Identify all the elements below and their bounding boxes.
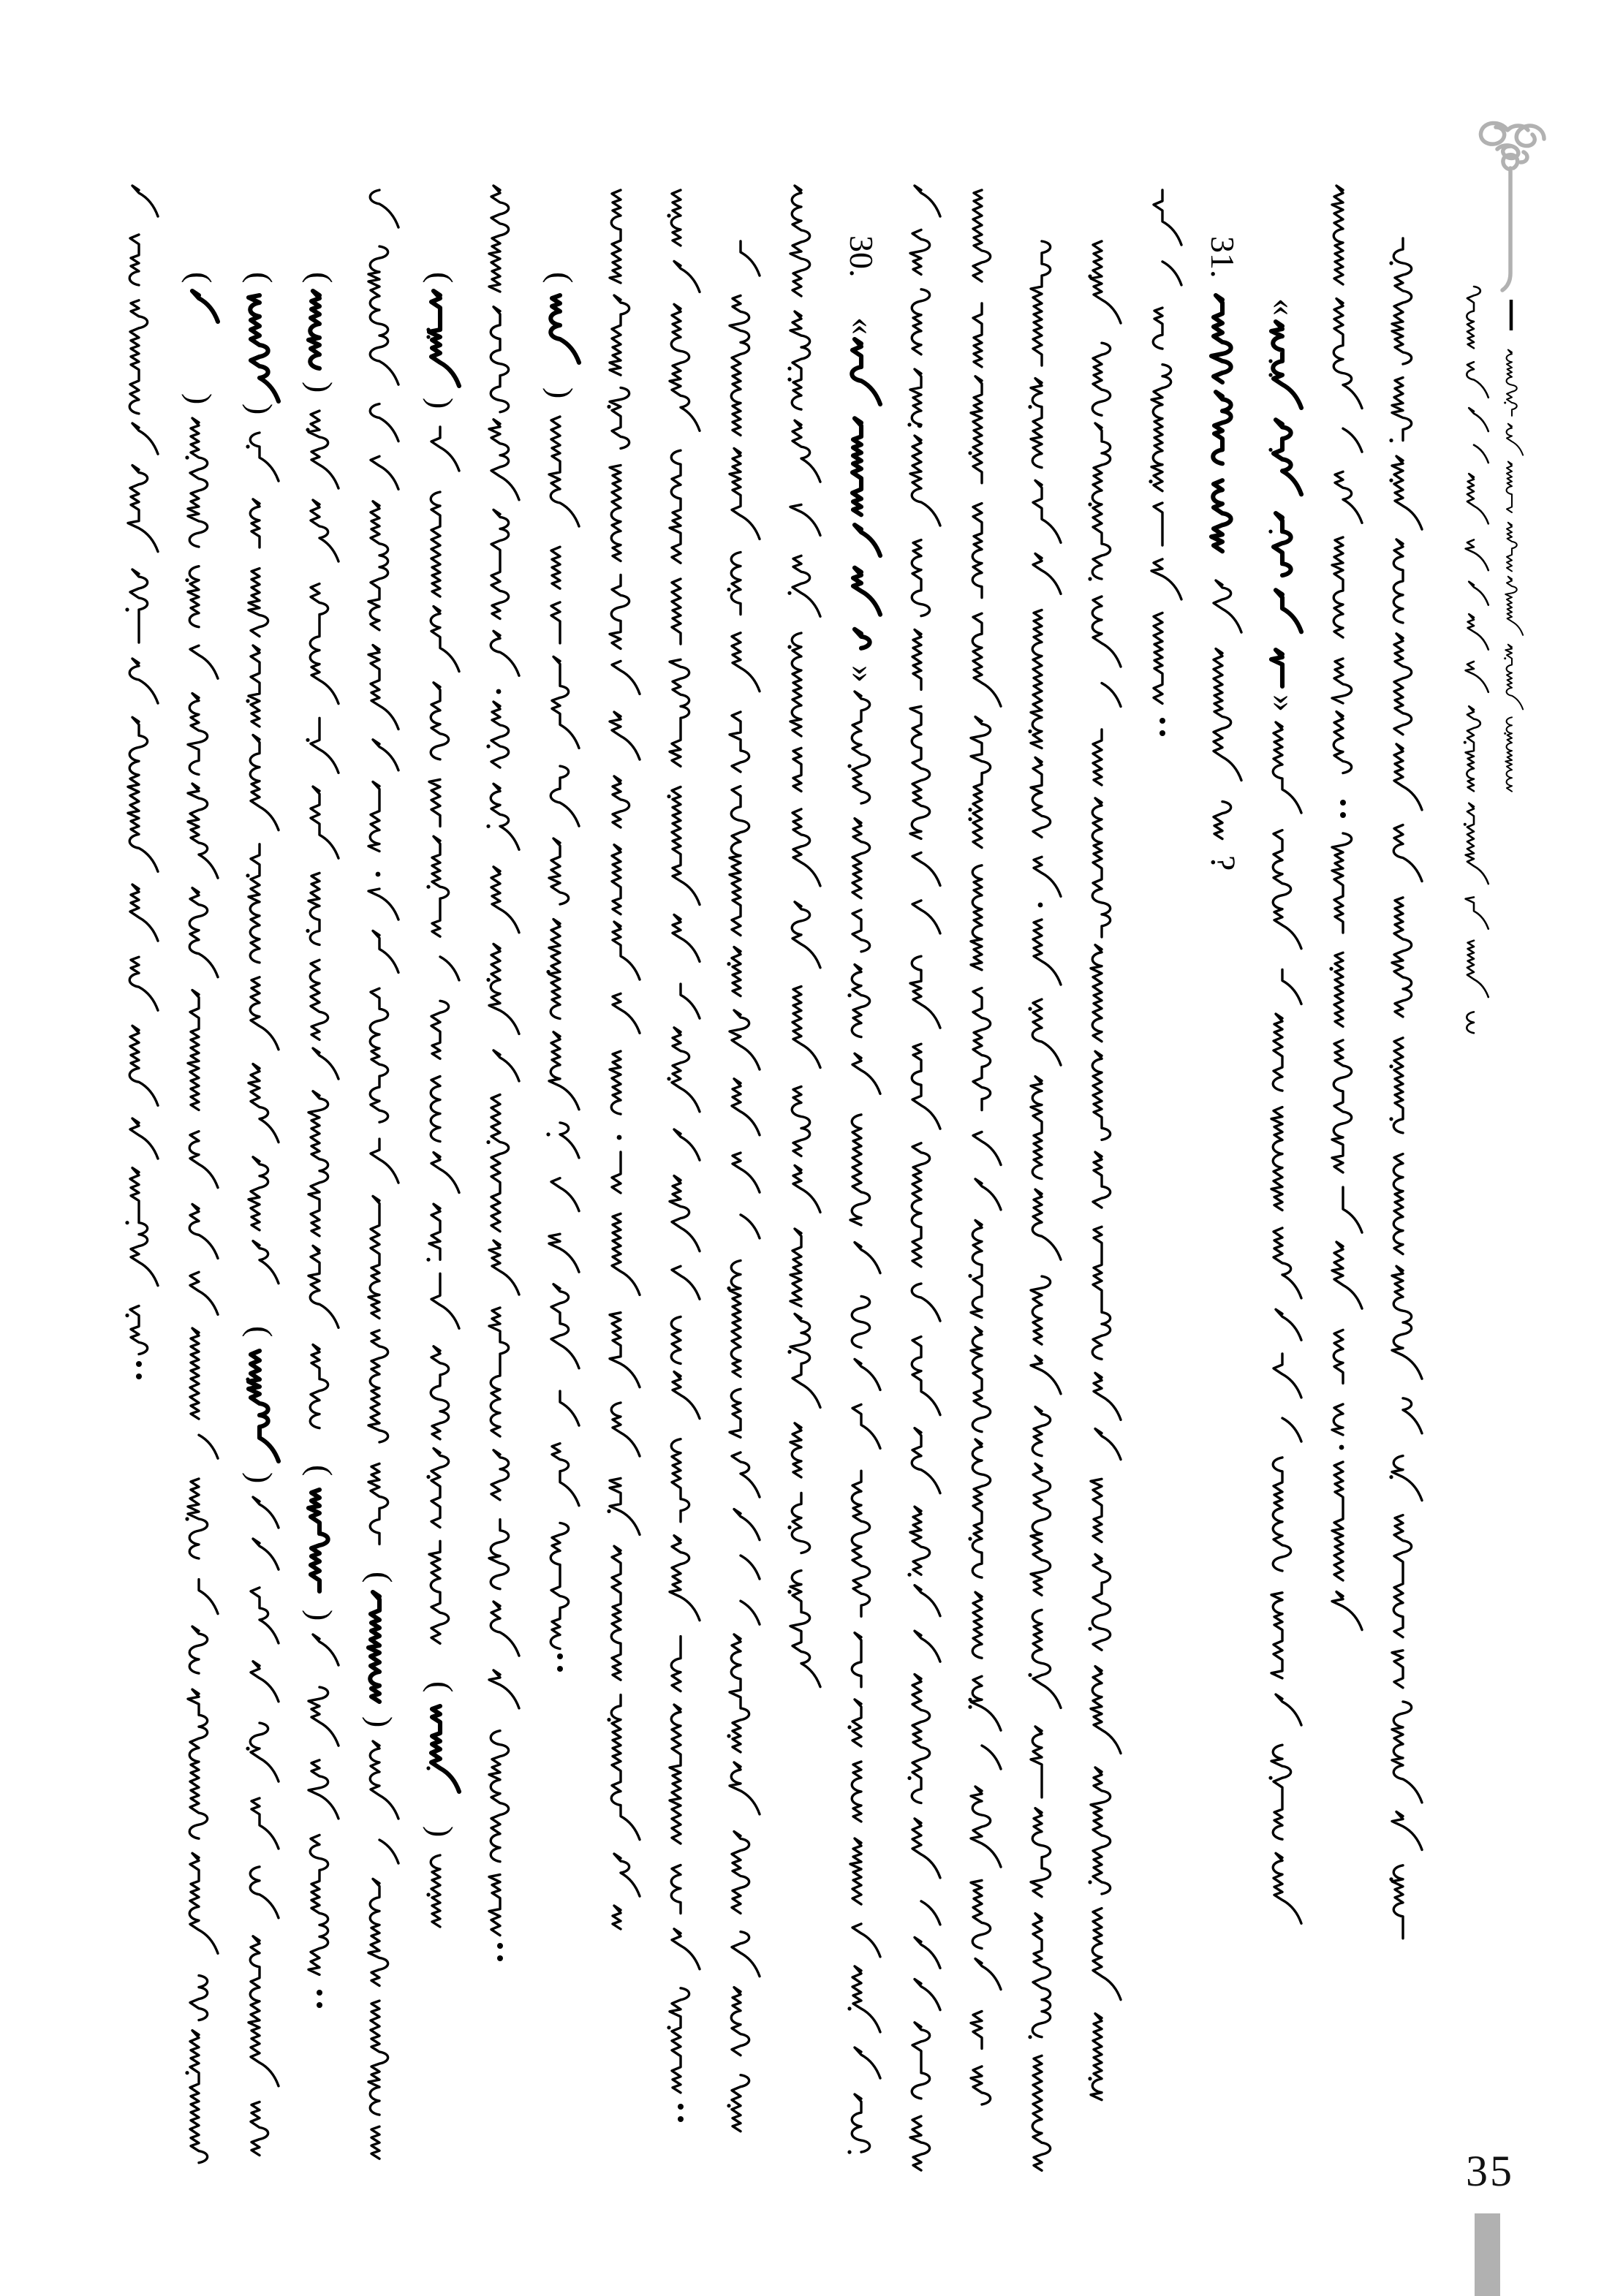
ornament-flourish-icon [1480, 123, 1544, 170]
diacritic-dot [907, 1776, 911, 1780]
paren-close-icon: ) [302, 382, 339, 393]
diacritic-dot [246, 1377, 249, 1381]
diacritic-dot [1088, 274, 1092, 278]
paren-close-icon: ) [181, 393, 219, 405]
script-text-run [670, 190, 700, 2093]
diacritic-dot [306, 428, 309, 431]
diacritic-dot [1088, 1627, 1092, 1631]
diacritic-dot [426, 885, 430, 889]
script-column [1464, 287, 1488, 1033]
diacritic-dot [125, 607, 129, 611]
script-text-run [790, 186, 820, 1687]
option-word-script [309, 1490, 328, 1591]
stop-dots [1159, 730, 1165, 736]
diacritic-dot [185, 578, 189, 582]
stop-dots [497, 1943, 503, 1949]
diacritic-dot [607, 1509, 610, 1513]
paren-open-icon: ( [242, 272, 279, 284]
script-text-run [971, 190, 1001, 2104]
question-number: 31. [1204, 236, 1241, 279]
diacritic-dot [306, 929, 309, 933]
script-text-run [429, 427, 459, 1643]
diacritic-dot [907, 1573, 911, 1577]
comma-dot [496, 689, 502, 694]
diacritic-dot [486, 978, 490, 982]
diacritic-dot [1028, 730, 1032, 733]
option-word-script [431, 1706, 459, 1792]
running-head [1480, 123, 1544, 330]
diacritic-dot [185, 455, 189, 459]
script-column [787, 186, 820, 1687]
script-column [125, 186, 158, 1379]
option-word-script [368, 1592, 379, 1702]
paren-close-icon: ) [423, 1826, 460, 1838]
paren-open-icon: ( [302, 1465, 339, 1477]
diacritic-dot [1088, 502, 1092, 506]
diacritic-dot [426, 1766, 430, 1770]
diacritic-dot [486, 1140, 490, 1144]
script-column [181, 272, 219, 2163]
diacritic-dot [246, 444, 249, 448]
diacritic-dot [1268, 530, 1272, 534]
diacritic-dot [1028, 405, 1032, 409]
option-word-script [551, 295, 579, 363]
stop-dots [136, 1361, 142, 1367]
diacritic-dot [1268, 1776, 1272, 1780]
script-text-run [188, 418, 218, 2163]
paren-close-icon: ) [362, 1716, 399, 1728]
script-text-run [1031, 920, 1061, 2170]
diacritic-dot [968, 1274, 972, 1278]
page-number-bar [1475, 2213, 1500, 2296]
diacritic-dot [1028, 1673, 1032, 1677]
diacritic-dot [1389, 479, 1393, 482]
script-text-run [1031, 241, 1061, 896]
script-column [607, 190, 640, 1929]
diacritic-dot [1389, 1064, 1393, 1068]
script-text-run [852, 339, 880, 648]
script-text-run [1091, 241, 1121, 2100]
diacritic-dot [787, 591, 791, 595]
script-text-run [1505, 350, 1523, 792]
script-text-run [368, 889, 398, 1544]
diacritic-dot [426, 327, 430, 331]
diacritic-dot [607, 405, 610, 409]
script-column [302, 272, 339, 2008]
diacritic-dot [1329, 967, 1333, 971]
script-column [1389, 238, 1422, 1939]
diacritic-dot [847, 764, 851, 768]
diacritic-dot [968, 451, 972, 455]
diacritic-dot [426, 1258, 430, 1262]
diacritic-dot [968, 817, 972, 821]
script-column [907, 186, 940, 2170]
paren-open-icon: ( [423, 1681, 460, 1693]
script-column [542, 272, 580, 1672]
diacritic-dot [787, 367, 791, 371]
diacritic-dot [1389, 261, 1393, 265]
diacritic-dot [306, 738, 309, 742]
diacritic-dot [907, 423, 911, 426]
comma-dot [1339, 1445, 1344, 1450]
diacritic-dot [1389, 1475, 1393, 1479]
diacritic-dot [486, 744, 490, 748]
script-text-run [489, 702, 519, 1936]
header-rule [1502, 168, 1510, 290]
script-text-run [549, 417, 579, 1649]
diacritic-dot [1389, 1877, 1393, 1881]
script-text-run [610, 190, 640, 1114]
diacritic-dot [667, 795, 670, 798]
diacritic-dot [667, 1077, 670, 1080]
diacritic-dot [125, 1221, 129, 1224]
script-text-run [1271, 322, 1301, 686]
guillemet-open-icon: « [1265, 298, 1304, 316]
option-word-script [429, 291, 459, 386]
diacritic-dot [125, 1314, 129, 1317]
script-text-run [730, 241, 760, 2132]
script-text-run [850, 692, 880, 2152]
diacritic-dot [1464, 741, 1467, 744]
diacritic-dot [727, 962, 730, 966]
script-column [968, 190, 1001, 2104]
stop-dots [497, 1955, 503, 1961]
diacritic-dot [667, 213, 670, 217]
stop-dots [678, 2104, 684, 2110]
paren-open-icon: ( [181, 272, 219, 284]
diacritic-dot [968, 1705, 972, 1709]
diacritic-dot [546, 1132, 550, 1136]
diacritic-dot [787, 1526, 791, 1529]
diacritic-dot [847, 2151, 851, 2154]
diacritic-dot [1028, 2035, 1032, 2039]
stop-dots [557, 1666, 563, 1672]
script-column [727, 241, 760, 2132]
script-column [362, 190, 399, 2159]
diacritic-dot [727, 1287, 730, 1290]
comma-dot [1038, 903, 1043, 908]
script-column [1504, 350, 1523, 792]
paren-close-icon: ) [242, 1472, 279, 1484]
diacritic-dot [246, 874, 249, 877]
stop-dots [1159, 718, 1165, 724]
diacritic-dot [1504, 402, 1506, 404]
diacritic-dot [968, 1537, 972, 1541]
comma-dot [376, 872, 381, 877]
script-text-run [249, 433, 279, 1284]
diacritic-dot [1504, 732, 1506, 735]
diacritic-dot [1504, 657, 1506, 659]
script-text-run [1271, 722, 1301, 1923]
paren-open-icon: ( [242, 1326, 279, 1338]
page-number: 35 [1466, 2147, 1514, 2195]
diacritic-dot [847, 1725, 851, 1729]
paren-open-icon: ( [542, 272, 580, 284]
diacritic-dot [185, 2071, 189, 2075]
diacritic-dot [1268, 359, 1272, 363]
script-text-run [489, 186, 519, 675]
diacritic-dot [847, 993, 851, 997]
paren-close-icon: ) [242, 403, 279, 415]
paren-open-icon: ( [423, 272, 460, 284]
diacritic-dot [787, 1350, 791, 1354]
diacritic-dot [607, 1718, 610, 1721]
diacritic-dot [727, 1734, 730, 1738]
guillemet-open-icon: « [844, 317, 882, 335]
diacritic-dot [246, 1747, 249, 1751]
stop-dots [136, 1374, 142, 1379]
diacritic-dot [1028, 1007, 1032, 1011]
script-column [486, 186, 519, 1961]
script-column [843, 235, 882, 2154]
diacritic-dot [1268, 448, 1272, 452]
script-text-run [1466, 287, 1488, 1033]
diacritic-dot [185, 1517, 189, 1520]
diacritic-dot [486, 825, 490, 828]
script-text-run [1332, 186, 1362, 773]
diacritic-dot [1389, 1117, 1393, 1121]
script-column [242, 272, 279, 2156]
diacritic-dot [1088, 1880, 1092, 1884]
guillemet-close-icon: » [1265, 694, 1304, 712]
comma-dot [617, 1135, 622, 1140]
option-word-script [249, 295, 279, 401]
stop-dots [1340, 800, 1346, 806]
script-text-run [910, 186, 940, 425]
question-number: 30. [843, 235, 880, 278]
diacritic-dot [426, 1893, 430, 1896]
paren-close-icon: ) [302, 1610, 339, 1621]
script-text-run [431, 1855, 440, 1927]
diacritic-dot [1088, 2077, 1092, 2080]
diacritic-dot [1389, 439, 1393, 442]
diacritic-dot [968, 808, 972, 811]
diacritic-dot [426, 1475, 430, 1479]
paren-close-icon: ) [423, 398, 460, 409]
script-text-run [1392, 238, 1422, 1939]
question-mark: ? [1203, 855, 1242, 871]
script-text-run [1332, 833, 1362, 1435]
stop-dots [1340, 812, 1346, 818]
stop-dots [678, 2116, 684, 2122]
script-column [423, 272, 460, 1927]
script-column [1203, 236, 1242, 871]
script-text-run [249, 1497, 279, 2156]
script-column [1088, 241, 1121, 2100]
diacritic-dot [787, 645, 791, 648]
script-text-run [1332, 1462, 1362, 1630]
script-text-run [368, 1741, 398, 2159]
script-text-run [1151, 190, 1181, 703]
diacritic-dot [727, 2104, 730, 2107]
diacritic-dot [1464, 823, 1467, 826]
script-text-run [309, 411, 338, 1428]
script-text-run [1211, 295, 1231, 551]
diacritic-dot [667, 2026, 670, 2029]
script-text-run [1214, 580, 1241, 839]
script-text-run [368, 190, 398, 852]
diacritic-dot [246, 699, 249, 702]
script-text-run [910, 436, 940, 2170]
diacritic-dot [1149, 480, 1152, 483]
option-word-script [249, 1351, 279, 1461]
paren-close-icon: ) [542, 387, 580, 399]
option-word-script [192, 291, 218, 322]
script-column [1265, 298, 1304, 1923]
script-column [667, 190, 700, 2122]
diacritic-dot [787, 1590, 791, 1594]
comma-dot [918, 423, 923, 428]
paren-open-icon: ( [362, 1572, 399, 1583]
diacritic-dot [426, 335, 430, 338]
diacritic-dot [968, 1698, 972, 1702]
diacritic-dot [847, 2007, 851, 2010]
stop-dots [317, 1990, 322, 1996]
script-column [1149, 190, 1181, 736]
script-text-run [309, 1634, 338, 1974]
diacritic-dot [1088, 577, 1092, 580]
diacritic-dot [787, 378, 791, 382]
diacritic-dot [1268, 373, 1272, 376]
diacritic-dot [727, 588, 730, 591]
paren-open-icon: ( [302, 272, 339, 284]
guillemet-close-icon: » [844, 665, 882, 683]
stop-dots [317, 2002, 322, 2008]
diacritic-dot [546, 970, 550, 974]
stop-dots [557, 1653, 563, 1659]
script-column [1329, 186, 1362, 1630]
option-word-script [309, 291, 319, 368]
script-column [1028, 241, 1061, 2170]
script-text-run [128, 186, 158, 1355]
script-text-run [610, 1152, 640, 1929]
